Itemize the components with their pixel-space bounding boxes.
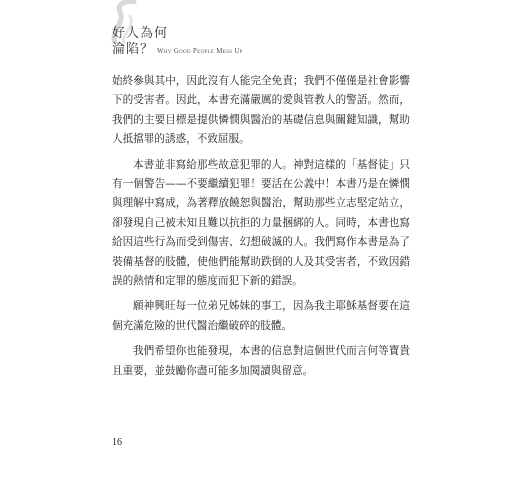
page-number: 16: [112, 437, 122, 448]
paragraph: 本書並非寫給那些故意犯罪的人。神對這樣的「基督徒」只有一個警告——不要繼續犯罪！要活在公義中！本書乃是在憐憫與理解中寫成，為著釋放饒恕與醫治，幫助那些立志堅定站立，卻發現自己被未知且難以抗拒的力量捆綁的人。同時，本書也寫給因這些行為而受到傷害、幻想破滅的人。我們寫作本書是為了裝備基督的肢體，使他們能幫助跌倒的人及其受害者，不致因錯誤的熱情和定罪的態度而犯下新的錯誤。: [112, 158, 410, 288]
paragraph: 願神興旺每一位弟兄姊妹的事工，因為我主耶穌基督要在這個充滿危險的世代醫治繼破碎的肢體。: [112, 300, 410, 332]
paragraph: 我們希望你也能發現，本書的信息對這個世代而言何等寶貴且重要，並鼓勵你盡可能多加閱讀與留意。: [112, 345, 410, 377]
book-title: 好人為何: [112, 26, 169, 41]
body-text: [112, 72, 410, 387]
book-title-english: Why Good People Mess Up: [157, 47, 243, 55]
paragraph-continued: 始終參與其中，因此沒有人能完全免責；我們不僅僅是社會影響下的受害者。因此，本書充滿嚴厲的愛與管教人的警語。然而，我們的主要目標是提供憐憫與醫治的基礎信息與關鍵知識，幫助人抵擋罪的誘惑，不致屈服。: [112, 75, 410, 146]
running-header: [112, 26, 243, 57]
book-subtitle: 淪陷？: [112, 42, 155, 57]
